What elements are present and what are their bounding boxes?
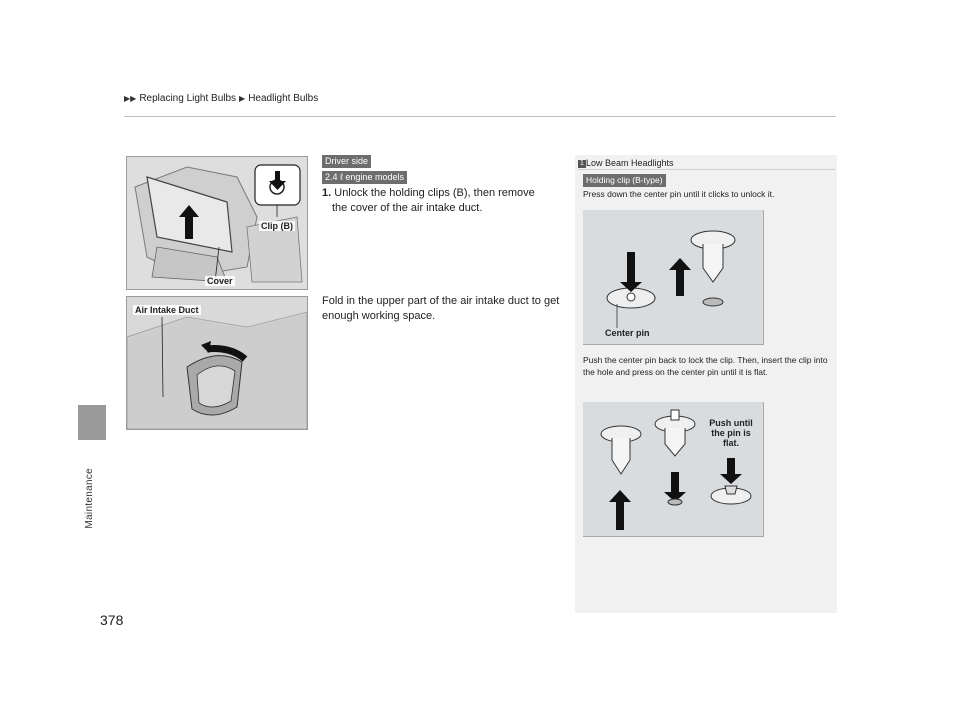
instruction-paragraph: Fold in the upper part of the air intake duct to get enough working space.	[322, 295, 560, 322]
step-number: 1.	[322, 187, 332, 199]
page-number: 378	[100, 612, 124, 628]
engine-bay-photo-cover	[126, 156, 308, 290]
clip-b-callout: Clip (B)	[261, 221, 293, 231]
holding-clip-badge: Holding clip (B-type)	[583, 174, 666, 187]
engine-model-badge: 2.4 ℓ engine models	[322, 171, 407, 184]
breadcrumb-item[interactable]: Headlight Bulbs	[248, 93, 319, 104]
push-until-flat-label: Push until the pin is flat.	[709, 418, 753, 448]
up-arrow-icon	[609, 490, 631, 530]
cover-callout: Cover	[207, 276, 233, 286]
step-1	[322, 186, 552, 216]
down-arrow-icon	[664, 472, 686, 502]
breadcrumb-item[interactable]: Replacing Light Bulbs	[139, 93, 237, 104]
panel-text-2: Push the center pin back to lock the clip. Then, insert the clip into the hole and press on the center pin until it is flat.	[583, 355, 828, 377]
duct-illustration	[127, 297, 307, 429]
reference-icon: 1	[578, 160, 586, 168]
clip-unlock-figure	[583, 210, 764, 345]
clip-unlock-illustration	[583, 210, 763, 344]
up-arrow-icon	[669, 258, 691, 296]
center-pin-label: Center pin	[605, 328, 650, 338]
engine-bay-photo-duct	[126, 296, 308, 430]
clip-lock-figure	[583, 402, 764, 537]
air-intake-duct-callout: Air Intake Duct	[135, 305, 199, 315]
panel-divider	[578, 169, 835, 170]
section-label: Maintenance	[84, 468, 95, 529]
down-arrow-icon	[720, 458, 742, 484]
down-arrow-icon	[620, 252, 642, 292]
breadcrumb-triangle-icon: ▶	[239, 94, 246, 103]
panel-heading-text: Low Beam Headlights	[586, 158, 674, 168]
panel-text-1: Press down the center pin until it clicks to unlock it.	[583, 189, 775, 199]
step-text: Unlock the holding clips (B), then remove the cover of the air intake duct.	[332, 187, 535, 214]
breadcrumb-triangle-icon: ▶▶	[124, 94, 137, 103]
breadcrumb	[124, 93, 318, 104]
driver-side-badge: Driver side	[322, 155, 371, 168]
section-tab[interactable]	[78, 405, 106, 440]
panel-heading	[578, 158, 674, 168]
header-divider	[124, 116, 836, 117]
